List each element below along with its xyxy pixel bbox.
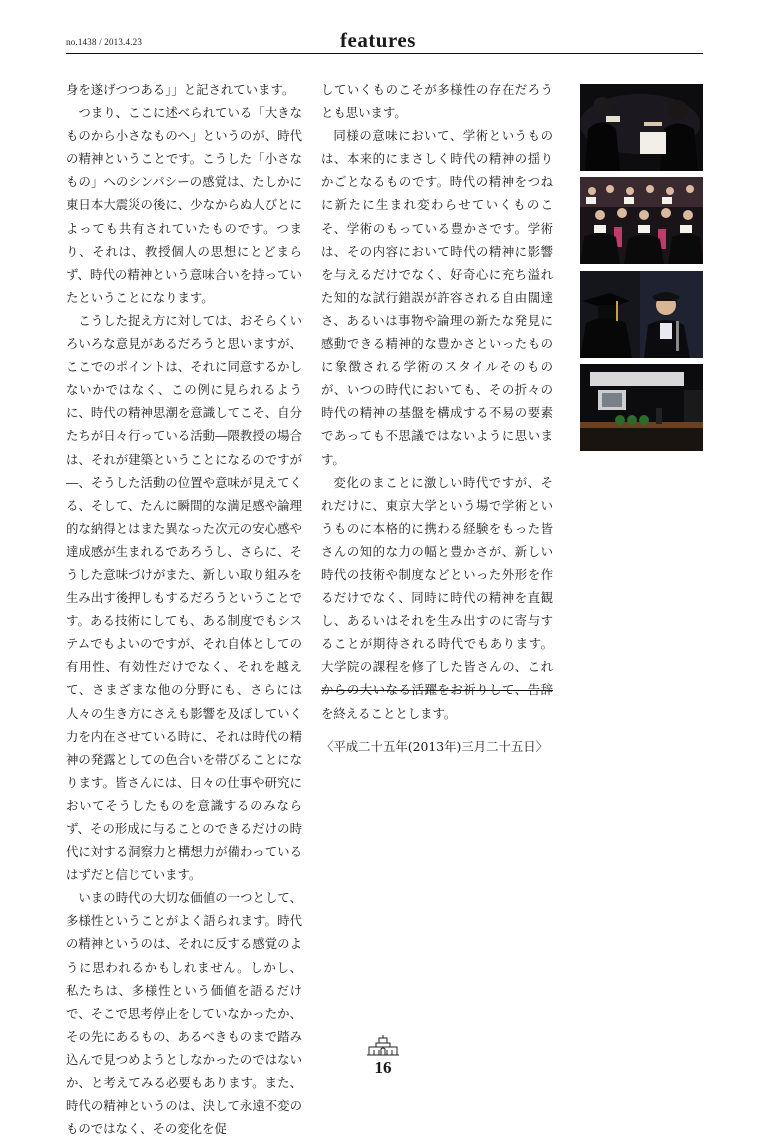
paragraph: いまの時代の大切な価値の一つとして、多様性ということがよく語られます。時代の精神というのは、それに反する感覚のように思われるかもしれません。しかし、私たちは、多様性という価値を語るだけで、そこで思考停止をしていなかったか、その先にあるもの、あるべきものまで踏み込んで見つめようとしなかったのではないか、と考えてみる必要もあります。また、時代の精神というのは、決して永遠不変のものではなく、その変化を促 (66, 890, 302, 1137)
article-column-right (321, 78, 553, 758)
paragraph: 同様の意味において、学術というものは、本来的にまさしく時代の精神の揺りかごとなるものです。時代の精神をつねに新たに生まれ変わらせていくものこそ、学術のもっている豊かさです。学術は、その内容において時代の精神に影響を与えるだけでなく、好奇心に充ち溢れた知的な試行錯誤が許容される自由闊達さ、あるいは事物や論理の新たな発見に感動できる精神的な豊かさといったものに象徴される学術のスタイルそのものが、いつの時代においても、その折々の時代の精神の基盤を構成する不易の要素であっても不思議ではないように思います。 (321, 128, 553, 467)
choir-singers-photo (580, 177, 703, 264)
yasuda-auditorium-icon (366, 1033, 400, 1059)
paragraph: 身を遂げつつある」」と記されています。 (66, 82, 295, 97)
date-line: 〈平成二十五年(2013年)三月二十五日〉 (321, 738, 549, 754)
paragraph: していくものこそが多様性の存在だろうとも思います。 (321, 82, 553, 121)
section-title: features (340, 28, 416, 52)
paragraph: こうした捉え方に対しては、おそらくいろいろな意見があるだろうと思いますが、ここでのポイントは、それに同意するかしないかではなく、この例に見られるように、時代の精神思潮を意識してこそ、自分たちが日々行っている活動―隈教授の場合は、それが建築ということになるのですが―、そうした活動の位置や意味が見えてくる、そして、たんに瞬間的な満足感や論理的な納得とはまた異なった次元の安心感や達成感が生まれるであろうし、さらに、そうした意味づけがまた、新しい取り組みを生み出す後押しもするだろうということです。ある技術にしても、ある制度でもシステムでもよいのですが、それ自体としての有用性、有効性だけでなく、それを越えて、さまざまな他の分野にも、さらには人々の生き方にさえも影響を及ぼしていく力を内在させている時に、それは時代の精神の発露としての色合いを帯びることになります。皆さんには、日々の仕事や研究においてそうしたものを意識するのみならず、その形成に与ることのできるだけの時代に対する洞察力と構想力が備わっているはずだと信じています。 (66, 312, 302, 883)
header-rule (66, 53, 703, 54)
paragraph: つまり、ここに述べられている「大きなものから小さなものへ」というのが、時代の精神ということです。こうした「小さなもの」へのシンパシーの感覚は、たしかに東日本大震災の後に、少なからぬ人びとによっても共有されていたものです。つまり、それは、教授個人の思想にとどまらず、時代の精神という意味合いを持っていたということになります。 (66, 105, 302, 305)
paragraph: 変化のまことに激しい時代ですが、それだけに、東京大学という場で学術というものに本格的に携わる経験をもった皆さんの知的な力の幅と豊かさが、新しい時代の技術や制度などといった外形を作るだけでなく、同時に時代の精神を直観し、あるいはそれを生み出すのに寄与することが期待される時代でもあります。大学院の課程を修了した皆さんの、これからの大いなる活躍をお祈りして、告辞を終えることとします。 (321, 474, 553, 721)
page-number: 16 (374, 1058, 392, 1077)
ceremony-stage-photo (580, 364, 703, 451)
issue-label: no.1438 / 2013.4.23 (66, 37, 143, 47)
choir-conductor-photo (580, 84, 703, 171)
article-column-left (66, 78, 302, 1140)
closing-rule (321, 690, 553, 691)
graduate-speech-photo (580, 271, 703, 358)
